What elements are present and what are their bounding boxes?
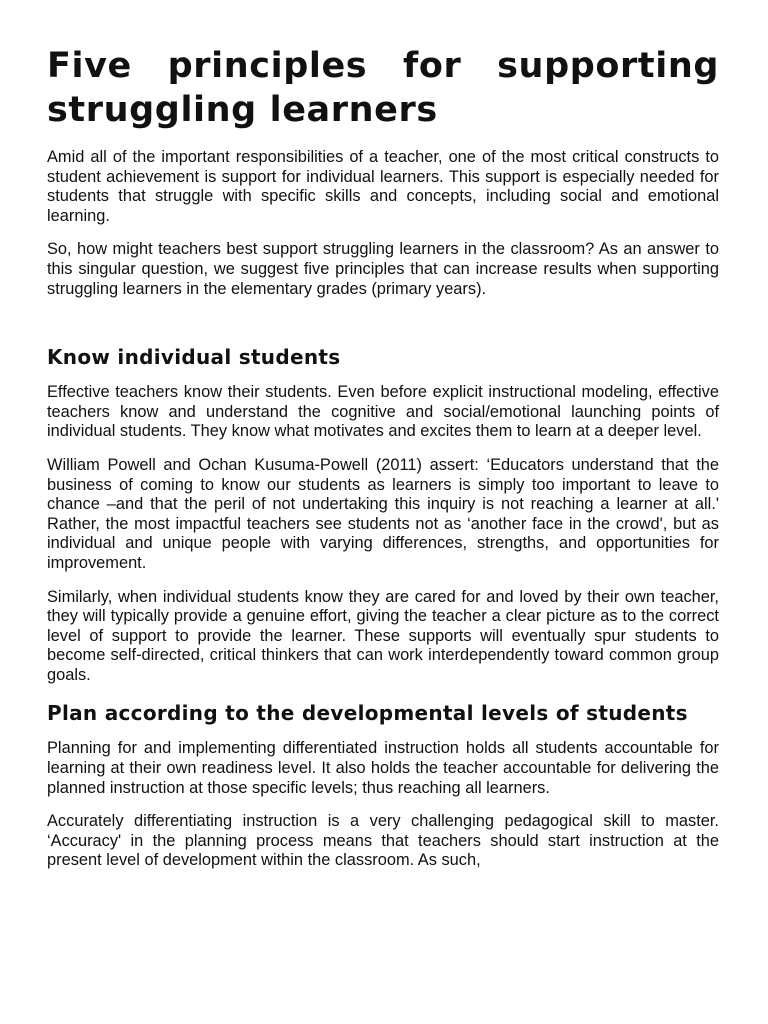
article-title: Five principles for supporting struggling learners xyxy=(47,46,719,130)
section-2-paragraph-1: Planning for and implementing differentiated instruction holds all students accountable for learning at their own readiness level. It also holds the teacher accountable for delivering the planned instruction at those specific levels; thus reaching all learners. xyxy=(47,739,719,797)
section-1-paragraph-1: Effective teachers know their students. Even before explicit instructional modeling, effective teachers know and understand the cognitive and social/emotional launching points of individual students. They know what motivates and excites them to learn at a deeper level. xyxy=(47,383,719,441)
section-heading-plan-developmental-levels: Plan according to the developmental levels of students xyxy=(47,701,688,726)
section-1-paragraph-3: Similarly, when individual students know they are cared for and loved by their own teacher, they will typically provide a genuine effort, giving the teacher a clear picture as to the correct level of support to provide the learner. These supports will eventually spur students to become self-directed, critical thinkers that can work interdependently toward common group goals. xyxy=(47,587,719,684)
section-heading-know-students: Know individual students xyxy=(47,345,341,370)
intro-paragraph-2: So, how might teachers best support struggling learners in the classroom? As an answer to this singular question, we suggest five principles that can increase results when supporting struggling learners in the elementary grades (primary years). xyxy=(47,240,719,298)
document-page xyxy=(47,44,719,885)
section-2-paragraph-2: Accurately differentiating instruction is a very challenging pedagogical skill to master. ‘Accuracy' in the planning process means that teachers should start instruction at the present level of development within the classroom. As such, xyxy=(47,812,719,870)
section-1-paragraph-2: William Powell and Ochan Kusuma-Powell (2011) assert: ‘Educators understand that the business of coming to know our students as learners is simply too important to leave to chance –and that the peril of not undertaking this inquiry is not reaching a learner at all.' Rather, the most impactful teachers see students not as ‘another face in the crowd', but as individual and unique people with varying differences, strengths, and opportunities for improvement. xyxy=(47,455,719,572)
intro-paragraph-1: Amid all of the important responsibilities of a teacher, one of the most critical constructs to student achievement is support for individual learners. This support is especially needed for students that struggle with specific skills and concepts, including social and emotional learning. xyxy=(47,148,719,225)
